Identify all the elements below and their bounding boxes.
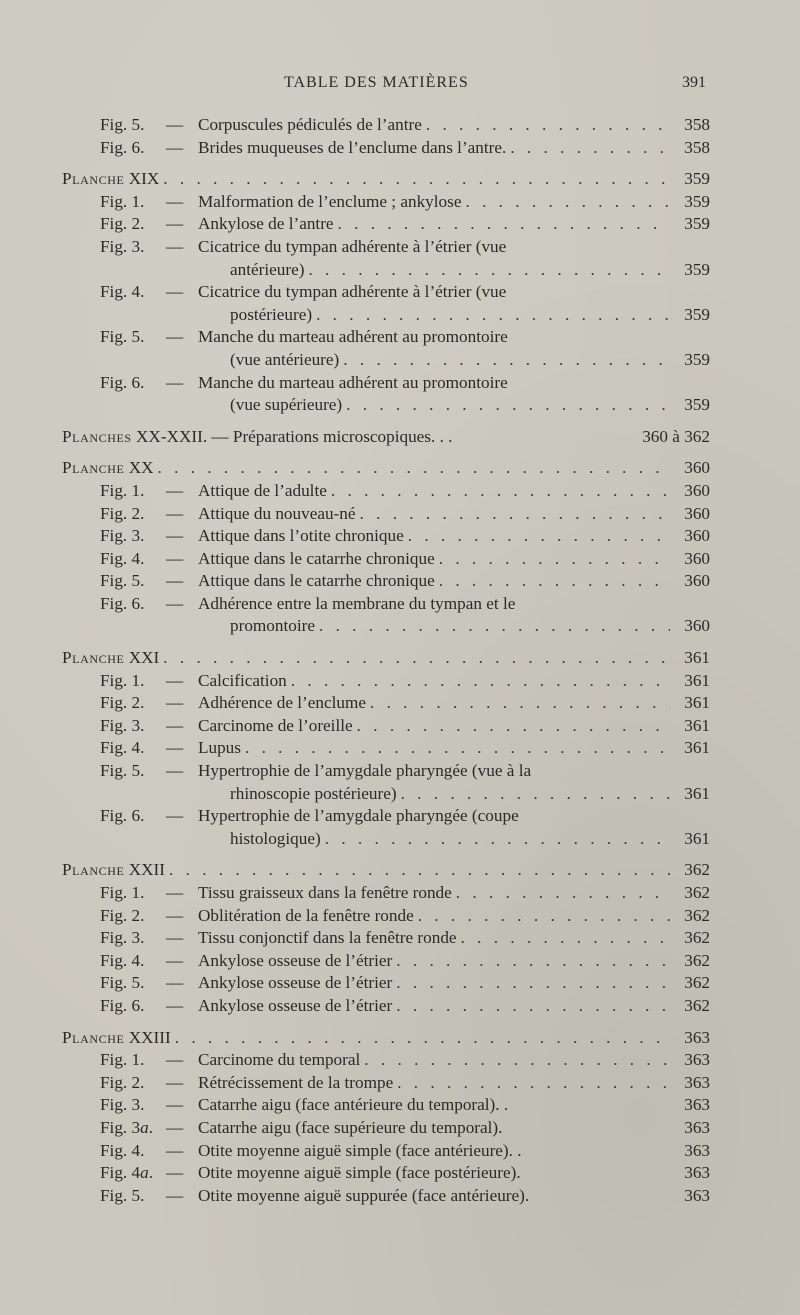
- figure-title: Catarrhe aigu (face supérieure du temporal).: [198, 1117, 503, 1137]
- figure-number: Fig. 1.: [100, 191, 145, 211]
- figure-label: [100, 1094, 508, 1117]
- figure-number: Fig. 5.: [100, 571, 145, 591]
- figure-title: Attique de l’adulte: [198, 480, 327, 500]
- plate-label: Planche XXI: [62, 648, 160, 668]
- figure-title-cont: promontoire: [230, 616, 315, 636]
- page-ref: 358: [684, 115, 710, 134]
- plate-label: Planche XXII: [62, 860, 165, 880]
- figure-number: Fig. 5.: [100, 973, 145, 993]
- figure-number: Fig. 3.: [100, 928, 145, 948]
- figure-entry: [62, 737, 710, 760]
- page-ref: 360: [684, 458, 710, 478]
- figure-entry: [62, 191, 710, 214]
- page-ref: 360: [684, 526, 710, 546]
- dot-leader: [308, 259, 670, 282]
- page-ref: 361: [684, 738, 710, 758]
- figure-title-cont: (vue supérieure): [230, 395, 343, 415]
- table-of-contents: [62, 114, 710, 1207]
- page-ref: 359: [684, 191, 710, 211]
- figure-entry: [62, 1072, 710, 1095]
- figure-entry-continuation: [62, 828, 710, 851]
- figure-title: Corpuscules pédiculés de l’antre: [198, 115, 422, 134]
- figure-label: [100, 281, 506, 304]
- dot-leader: [169, 859, 670, 882]
- figure-label: [100, 593, 515, 616]
- dot-leader: [408, 525, 670, 548]
- figure-title: Otite moyenne aiguë simple (face antérieure). .: [198, 1140, 522, 1160]
- figure-title: Brides muqueuses de l’enclume dans l’antre.: [198, 137, 507, 157]
- figure-label: [100, 882, 452, 905]
- figure-label: [100, 972, 392, 995]
- figure-entry: [62, 670, 710, 693]
- dot-leader: [163, 647, 670, 670]
- figure-title: Attique dans l’otite chronique: [198, 526, 404, 546]
- em-dash: —: [166, 1095, 184, 1115]
- em-dash: —: [166, 214, 184, 234]
- dot-leader: [456, 882, 670, 905]
- plate-entry: [62, 1027, 710, 1050]
- figure-title: Adhérence entre la membrane du tympan et le: [198, 593, 516, 613]
- figure-suffix: a: [140, 1117, 149, 1137]
- figure-entry-continuation: [62, 394, 710, 417]
- figure-entry-continuation: [62, 615, 710, 638]
- figure-title: Hypertrophie de l’amygdale pharyngée (coupe: [198, 806, 519, 826]
- em-dash: —: [166, 372, 184, 392]
- figure-title-cont: rhinoscopie postérieure): [230, 783, 397, 803]
- plate-entry: [62, 457, 710, 480]
- figure-label: [100, 692, 366, 715]
- figure-title: Tissu conjonctif dans la fenêtre ronde: [198, 928, 457, 948]
- em-dash: —: [166, 883, 184, 902]
- figure-entry: [62, 927, 710, 950]
- figure-title: Tissu graisseux dans la fenêtre ronde: [198, 883, 452, 902]
- section-gap: [62, 1018, 710, 1027]
- figure-title: Hypertrophie de l’amygdale pharyngée (vue à la: [198, 761, 532, 781]
- figure-entry: [62, 114, 710, 137]
- em-dash: —: [166, 137, 184, 157]
- figure-label: [100, 670, 287, 693]
- figure-title: Carcinome du temporal: [198, 1050, 361, 1070]
- page-ref: 363: [684, 1117, 710, 1137]
- page-ref: 362: [684, 860, 710, 880]
- figure-entry: [62, 715, 710, 738]
- figure-label: [100, 570, 435, 593]
- figure-title: Rétrécissement de la trompe: [198, 1072, 394, 1092]
- figure-label: [100, 480, 327, 503]
- figure-number: Fig. 1.: [100, 1050, 145, 1070]
- figure-number: Fig. 5.: [100, 1185, 145, 1205]
- figure-entry: [62, 805, 710, 828]
- figure-number: Fig. 2.: [100, 214, 145, 234]
- figure-entry: [62, 236, 710, 259]
- em-dash: —: [166, 571, 184, 591]
- figure-label: [100, 1185, 529, 1208]
- dot-leader: [346, 394, 670, 417]
- em-dash: —: [166, 761, 184, 781]
- em-dash: —: [166, 548, 184, 568]
- running-header: [0, 74, 800, 96]
- page-ref: 360: [684, 548, 710, 568]
- figure-number: Fig. 3a.: [100, 1117, 154, 1137]
- em-dash: —: [166, 928, 184, 948]
- figure-label: [100, 372, 508, 395]
- dot-leader: [401, 783, 670, 806]
- figure-label: [100, 548, 435, 571]
- figure-entry: [62, 372, 710, 395]
- em-dash: —: [166, 950, 184, 970]
- figure-title: Attique du nouveau-né: [198, 503, 356, 523]
- figure-label: [100, 525, 404, 548]
- figure-number: Fig. 4.: [100, 1140, 145, 1160]
- dot-leader: [343, 349, 670, 372]
- figure-number: Fig. 6.: [100, 995, 145, 1015]
- dot-leader: [396, 995, 670, 1018]
- dot-leader: [360, 503, 670, 526]
- page-ref: 361: [684, 828, 710, 848]
- dot-leader: [338, 213, 670, 236]
- figure-number: Fig. 1.: [100, 883, 145, 902]
- figure-label: [100, 1140, 522, 1163]
- em-dash: —: [166, 905, 184, 925]
- figure-entry: [62, 882, 710, 905]
- figure-title: Ankylose de l’antre: [198, 214, 334, 234]
- figure-entry: [62, 137, 710, 160]
- figure-label: [100, 236, 506, 259]
- figure-label: [100, 503, 356, 526]
- header-title: TABLE DES MATIÈRES: [284, 74, 469, 91]
- page-ref: 359: [684, 259, 710, 279]
- page-ref: 362: [684, 950, 710, 970]
- figure-title: Carcinome de l’oreille: [198, 715, 353, 735]
- plate-word: Planche: [62, 860, 125, 880]
- section-gap: [62, 850, 710, 859]
- figure-number: Fig. 6.: [100, 137, 145, 157]
- figure-title: Otite moyenne aiguë simple (face postérieure).: [198, 1163, 521, 1183]
- figure-number: Fig. 4a.: [100, 1163, 154, 1183]
- figure-label: [100, 1049, 360, 1072]
- figure-entry: [62, 692, 710, 715]
- figure-entry: [62, 1094, 710, 1117]
- figure-number: Fig. 5.: [100, 115, 145, 134]
- figure-number: Fig. 6.: [100, 372, 145, 392]
- page-ref: 360: [684, 571, 710, 591]
- em-dash: —: [166, 806, 184, 826]
- figure-label: [100, 213, 334, 236]
- page-ref: 361: [684, 670, 710, 690]
- figure-entry: [62, 972, 710, 995]
- em-dash: —: [166, 1140, 184, 1160]
- plate-word: Planche: [62, 1027, 125, 1047]
- figure-title: Adhérence de l’enclume: [198, 693, 366, 713]
- figure-entry: [62, 1162, 710, 1185]
- page-ref: 363: [684, 1095, 710, 1115]
- figure-label: [100, 326, 508, 349]
- figure-title: Attique dans le catarrhe chronique: [198, 548, 435, 568]
- figure-number: Fig. 5.: [100, 761, 145, 781]
- figure-number: Fig. 1.: [100, 480, 145, 500]
- em-dash: —: [166, 593, 184, 613]
- dot-leader: [465, 191, 670, 214]
- plates-word: Planches: [62, 426, 132, 446]
- figure-label: [100, 995, 392, 1018]
- figure-number: Fig. 1.: [100, 670, 145, 690]
- em-dash: —: [166, 115, 184, 134]
- dot-leader: [175, 1027, 670, 1050]
- figure-title-cont: postérieure): [230, 304, 313, 324]
- figure-entry-continuation: [62, 349, 710, 372]
- figure-entry: [62, 905, 710, 928]
- dot-leader: [291, 670, 670, 693]
- figure-entry: [62, 1185, 710, 1208]
- em-dash: —: [166, 995, 184, 1015]
- page-ref: 359: [684, 395, 710, 415]
- page-ref: 359: [684, 349, 710, 369]
- em-dash: —: [166, 282, 184, 302]
- figure-entry: [62, 760, 710, 783]
- page-ref: 362: [684, 973, 710, 993]
- plates-entry: [62, 426, 710, 449]
- figure-label: [100, 805, 519, 828]
- page-ref: 363: [684, 1072, 710, 1092]
- figure-title-cont: antérieure): [230, 259, 305, 279]
- page-ref: 363: [684, 1027, 710, 1047]
- plates-label: Planches XX-XXII. — Préparations microscopiques. . .: [62, 426, 453, 446]
- figure-label: [100, 1162, 521, 1185]
- page-ref: 363: [684, 1140, 710, 1160]
- em-dash: —: [166, 973, 184, 993]
- figure-number: Fig. 4.: [100, 282, 145, 302]
- figure-entry: [62, 1140, 710, 1163]
- page-ref: 362: [684, 905, 710, 925]
- dot-leader: [316, 304, 670, 327]
- figure-label: [100, 950, 392, 973]
- dot-leader: [158, 457, 670, 480]
- header-page-number: 391: [682, 74, 706, 91]
- figure-number: Fig. 4.: [100, 738, 145, 758]
- plate-word: Planche: [62, 169, 125, 189]
- dot-leader: [357, 715, 670, 738]
- figure-number: Fig. 3.: [100, 1095, 145, 1115]
- page-ref: 362: [684, 928, 710, 948]
- page-ref: 363: [684, 1185, 710, 1205]
- page-ref: 361: [684, 715, 710, 735]
- dot-leader: [325, 828, 670, 851]
- figure-number: Fig. 2.: [100, 1072, 145, 1092]
- figure-number: Fig. 3.: [100, 526, 145, 546]
- figure-number: Fig. 5.: [100, 327, 145, 347]
- figure-entry: [62, 548, 710, 571]
- page-ref: 360: [684, 616, 710, 636]
- page-ref: 360: [684, 503, 710, 523]
- plate-entry: [62, 647, 710, 670]
- section-gap: [62, 417, 710, 426]
- page-ref: 358: [684, 137, 710, 157]
- plate-word: Planche: [62, 648, 125, 668]
- dot-leader: [245, 737, 670, 760]
- figure-label: [100, 927, 457, 950]
- plate-entry: [62, 859, 710, 882]
- figure-entry-continuation: [62, 304, 710, 327]
- figure-label: [100, 760, 531, 783]
- page-ref: 363: [684, 1050, 710, 1070]
- figure-entry-continuation: [62, 783, 710, 806]
- em-dash: —: [166, 1050, 184, 1070]
- figure-entry: [62, 995, 710, 1018]
- dot-leader: [426, 114, 670, 137]
- figure-entry: [62, 281, 710, 304]
- dot-leader: [510, 137, 670, 160]
- figure-number: Fig. 6.: [100, 806, 145, 826]
- figure-title: Attique dans le catarrhe chronique: [198, 571, 435, 591]
- figure-number: Fig. 4.: [100, 548, 145, 568]
- plate-entry: [62, 168, 710, 191]
- figure-entry: [62, 326, 710, 349]
- figure-label: [100, 905, 414, 928]
- page-ref: 359: [684, 304, 710, 324]
- figure-entry: [62, 570, 710, 593]
- page-ref: 360: [684, 480, 710, 500]
- figure-entry: [62, 950, 710, 973]
- figure-label: [100, 1117, 502, 1140]
- figure-number: Fig. 3.: [100, 715, 145, 735]
- figure-title: Oblitération de la fenêtre ronde: [198, 905, 414, 925]
- figure-label: [100, 114, 422, 137]
- figure-entry: [62, 1117, 710, 1140]
- dot-leader: [331, 480, 670, 503]
- figure-number: Fig. 2.: [100, 693, 145, 713]
- page-ref: 361: [684, 783, 710, 803]
- figure-label: [100, 715, 353, 738]
- dot-leader: [397, 1072, 670, 1095]
- dot-leader: [396, 972, 670, 995]
- dot-leader: [364, 1049, 670, 1072]
- em-dash: —: [166, 1185, 184, 1205]
- figure-entry: [62, 503, 710, 526]
- dot-leader: [439, 548, 670, 571]
- figure-title: Ankylose osseuse de l’étrier: [198, 973, 393, 993]
- figure-number: Fig. 6.: [100, 593, 145, 613]
- dot-leader: [319, 615, 670, 638]
- dot-leader: [163, 168, 670, 191]
- em-dash: —: [166, 1163, 184, 1183]
- plate-label: Planche XX: [62, 458, 154, 478]
- figure-title: Cicatrice du tympan adhérente à l’étrier (vue: [198, 282, 507, 302]
- figure-suffix: a: [140, 1163, 149, 1183]
- figure-label: [100, 737, 241, 760]
- figure-entry-continuation: [62, 259, 710, 282]
- em-dash: —: [166, 738, 184, 758]
- em-dash: —: [166, 670, 184, 690]
- dot-leader: [439, 570, 670, 593]
- figure-entry: [62, 480, 710, 503]
- figure-number: Fig. 2.: [100, 905, 145, 925]
- em-dash: —: [166, 191, 184, 211]
- em-dash: —: [166, 1072, 184, 1092]
- figure-title: Catarrhe aigu (face antérieure du temporal). .: [198, 1095, 509, 1115]
- section-gap: [62, 448, 710, 457]
- page-ref: 359: [684, 214, 710, 234]
- figure-entry: [62, 525, 710, 548]
- dot-leader: [418, 905, 670, 928]
- figure-title: Calcification: [198, 670, 287, 690]
- figure-label: [100, 1072, 393, 1095]
- figure-title: Ankylose osseuse de l’étrier: [198, 950, 393, 970]
- figure-title: Cicatrice du tympan adhérente à l’étrier (vue: [198, 236, 507, 256]
- em-dash: —: [166, 480, 184, 500]
- figure-title: Malformation de l’enclume ; ankylose: [198, 191, 462, 211]
- figure-title: Manche du marteau adhérent au promontoire: [198, 372, 508, 392]
- figure-label: [100, 137, 506, 160]
- plate-word: Planche: [62, 458, 125, 478]
- em-dash: —: [166, 693, 184, 713]
- figure-number: Fig. 4.: [100, 950, 145, 970]
- em-dash: —: [166, 503, 184, 523]
- figure-title-cont: (vue antérieure): [230, 349, 340, 369]
- figure-title: Manche du marteau adhérent au promontoire: [198, 327, 508, 347]
- figure-title: Ankylose osseuse de l’étrier: [198, 995, 393, 1015]
- em-dash: —: [166, 327, 184, 347]
- page-ref: 362: [684, 995, 710, 1015]
- dot-leader: [396, 950, 670, 973]
- em-dash: —: [166, 526, 184, 546]
- em-dash: —: [166, 236, 184, 256]
- figure-title: Otite moyenne aiguë suppurée (face antérieure).: [198, 1185, 530, 1205]
- figure-number: Fig. 2.: [100, 503, 145, 523]
- figure-entry: [62, 213, 710, 236]
- plate-label: Planche XIX: [62, 169, 160, 189]
- figure-entry: [62, 593, 710, 616]
- page-ref: 360 à 362: [642, 426, 710, 446]
- page-ref: 361: [684, 693, 710, 713]
- em-dash: —: [166, 715, 184, 735]
- page-ref: 359: [684, 169, 710, 189]
- figure-label: [100, 191, 461, 214]
- figure-title-cont: histologique): [230, 828, 321, 848]
- page-ref: 362: [684, 883, 710, 902]
- section-gap: [62, 159, 710, 168]
- figure-title: Lupus: [198, 738, 241, 758]
- page-ref: 363: [684, 1163, 710, 1183]
- figure-number: Fig. 3.: [100, 236, 145, 256]
- plate-label: Planche XXIII: [62, 1027, 171, 1047]
- section-gap: [62, 638, 710, 647]
- figure-entry: [62, 1049, 710, 1072]
- dot-leader: [461, 927, 670, 950]
- page-ref: 361: [684, 648, 710, 668]
- dot-leader: [370, 692, 670, 715]
- em-dash: —: [166, 1117, 184, 1137]
